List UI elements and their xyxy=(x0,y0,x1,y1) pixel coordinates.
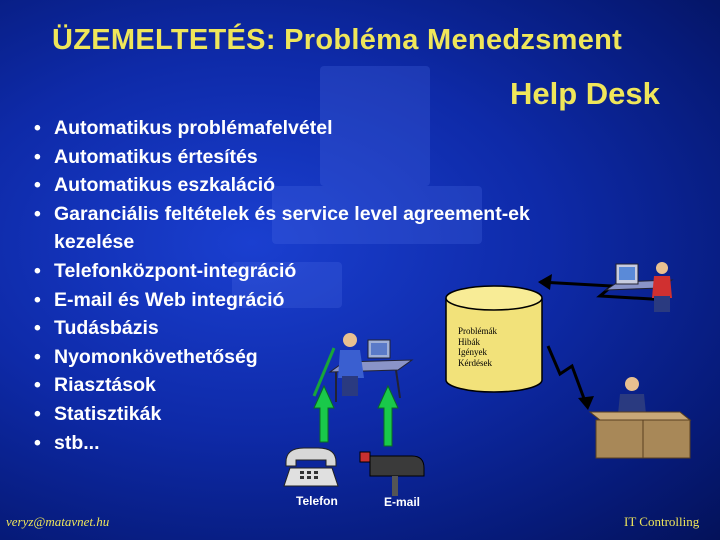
feature-item: • Riasztások xyxy=(34,371,530,400)
phone-link-arrow-icon xyxy=(314,386,334,442)
feature-item: • Automatikus eszkaláció xyxy=(34,171,530,200)
database-label-line: Hibák xyxy=(458,336,480,347)
feature-item: • Garanciális feltételek és service level agreement-ek xyxy=(34,200,530,229)
footer-email[interactable]: veryz@matavnet.hu xyxy=(6,514,110,529)
manager-at-desk-icon xyxy=(590,377,690,458)
feature-item-continuation: kezelése xyxy=(54,231,135,254)
telefon-label: Telefon xyxy=(296,494,338,508)
network-arrow-icon xyxy=(548,346,594,410)
mailbox-icon xyxy=(360,452,424,496)
feature-item: • E-mail és Web integráció xyxy=(34,286,530,315)
agent-at-desk-icon xyxy=(314,333,412,402)
feature-item: • Statisztikák xyxy=(34,400,530,429)
feature-item: • Automatikus problémafelvétel xyxy=(34,114,530,143)
database-label-line: Kérdések xyxy=(458,357,492,368)
database-label-line: Problémák xyxy=(458,326,497,336)
email-link-arrow-icon xyxy=(378,386,398,446)
feature-item: • Telefonközpont-integráció xyxy=(34,257,530,286)
database-label-line: Igények xyxy=(458,347,487,357)
footer-department: IT Controlling xyxy=(624,514,700,529)
slide-title: ÜZEMELTETÉS: Probléma Menedzsment xyxy=(52,24,623,56)
feature-item: • Automatikus értesítés xyxy=(34,143,530,172)
database-label xyxy=(458,326,528,368)
user-at-computer-icon xyxy=(606,262,672,312)
phone-icon xyxy=(284,448,338,486)
email-label: E-mail xyxy=(384,495,421,509)
feature-item: • Nyomonkövethetőség xyxy=(34,343,530,372)
feature-item: • Tudásbázis xyxy=(34,314,530,343)
feature-item: • stb... xyxy=(34,429,530,458)
slide-subtitle: Help Desk xyxy=(510,76,660,111)
